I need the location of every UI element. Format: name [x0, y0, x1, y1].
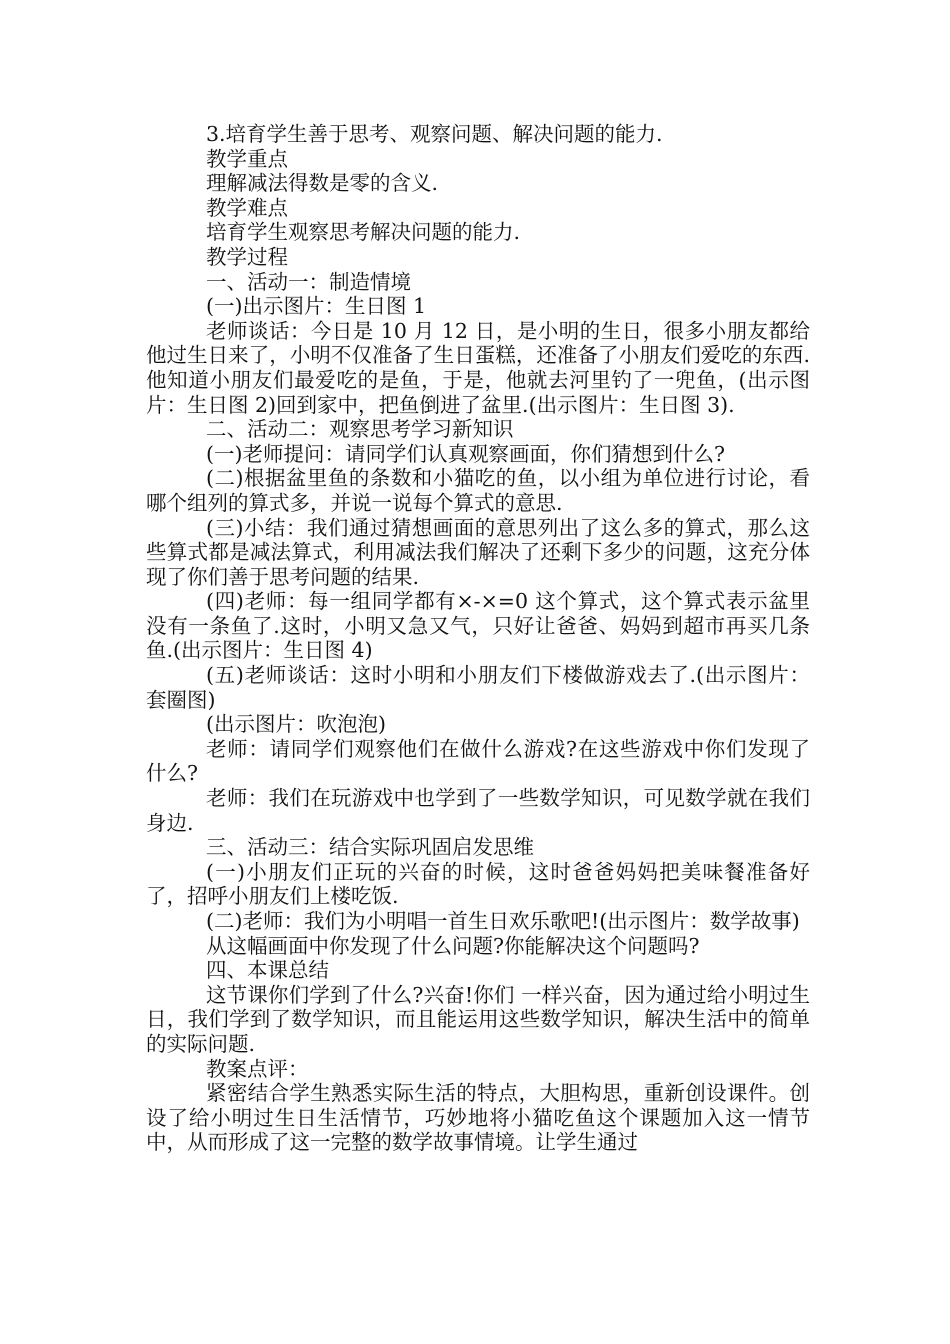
show-picture-bubbles: (出示图片：吹泡泡): [206, 712, 386, 737]
summary-text: 这节课你们学到了什么?兴奋!你们 一样兴奋，因为通过给小明过生日，我们学到了数学知识，而且能运用这些数学知识，解决生活中的简单的实际问题.: [146, 982, 810, 1056]
activity-3-step-1: (一)小朋友们正玩的兴奋的时候，这时爸爸妈妈把美味餐准备好了，招呼小朋友们上楼吃饭.: [146, 859, 810, 909]
difficulties-text: 培育学生观察思考解决问题的能力.: [206, 220, 521, 245]
summary-heading: 四、本课总结: [206, 958, 329, 983]
teacher-question-games: 老师：请同学们观察他们在做什么游戏?在这些游戏中你们发现了什么?: [146, 736, 810, 786]
key-points-text: 理解减法得数是零的含义.: [206, 171, 439, 196]
activity-2-heading: 二、活动二：观察思考学习新知识: [206, 417, 514, 442]
activity-2-step-2: (二)根据盆里鱼的条数和小猫吃的鱼，以小组为单位进行讨论，看哪个组列的算式多，并说一说每个算式的意思.: [146, 466, 810, 515]
objective-3: 3.培育学生善于思考、观察问题、解决问题的能力.: [206, 122, 663, 146]
activity-2-step-4: (四)老师：每一组同学都有×-×=0 这个算式，这个算式表示盆里没有一条鱼了.这时，小明又急又气，只好让爸爸、妈妈到超市再买几条鱼.(出示图片：生日图 4): [146, 589, 810, 663]
review-heading: 教案点评：: [206, 1056, 309, 1081]
review-text: 紧密结合学生熟悉实际生活的特点，大胆构思，重新创设课件。创设了给小明过生日生活情节，巧妙地将小猫吃鱼这个课题加入这一情节中，从而形成了这一完整的数学故事情境。让学生通过: [146, 1081, 810, 1155]
problem-question: 从这幅画面中你发现了什么问题?你能解决这个问题吗?: [206, 933, 700, 958]
activity-2-step-1: (一)老师提问：请同学们认真观察画面，你们猜想到什么?: [206, 441, 725, 466]
teacher-talk-paragraph: 老师谈话：今日是 10 月 12 日，是小明的生日，很多小朋友都给他过生日来了，小明不仅准备了生日蛋糕，还准备了小朋友们爱吃的东西.他知道小朋友们最爱吃的是鱼，于是，他就去河里钓了一兜鱼，(出示图片：生日图 2)回到家中，把鱼倒进了盆里.(出示图片：生日图 3).: [146, 318, 810, 417]
teacher-summary-games: 老师：我们在玩游戏中也学到了一些数学知识，可见数学就在我们身边.: [146, 786, 810, 835]
activity-3-heading: 三、活动三：结合实际巩固启发思维: [206, 835, 534, 860]
document-body: [146, 122, 810, 1155]
activity-1-step-1: (一)出示图片：生日图 1: [206, 294, 427, 319]
activity-2-step-3: (三)小结：我们通过猜想画面的意思列出了这么多的算式，那么这些算式都是减法算式，利用减法我们解决了还剩下多少的问题，这充分体现了你们善于思考问题的结果.: [146, 515, 810, 589]
heading-process: 教学过程: [206, 244, 288, 269]
activity-1-heading: 一、活动一：制造情境: [206, 269, 411, 294]
activity-3-step-2: (二)老师：我们为小明唱一首生日欢乐歌吧!(出示图片：数学故事): [206, 909, 800, 933]
heading-difficulties: 教学难点: [206, 195, 288, 220]
activity-2-step-5: (五)老师谈话：这时小明和小朋友们下楼做游戏去了.(出示图片：套圈图): [146, 663, 810, 712]
heading-key-points: 教学重点: [206, 146, 288, 171]
